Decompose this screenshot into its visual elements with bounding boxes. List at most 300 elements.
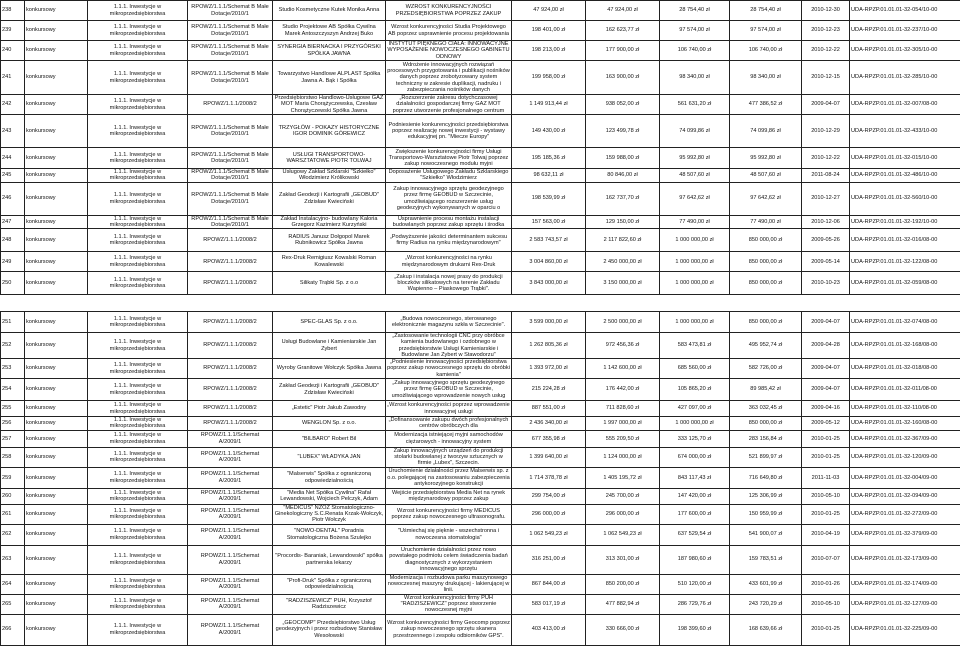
co-financing-total: 583 473,81 zł [660, 333, 730, 359]
project-title: Wzrost konkurencyjności firmy Geocomp poprzez zakup nowoczesnego sprzętu skanera przestrzennego i zespołu odbiorników GPS". [386, 614, 512, 645]
eligible-costs: 1 997 000,00 zł [586, 417, 660, 431]
co-financing-total: 427 097,00 zł [660, 401, 730, 417]
co-financing-total: 198 399,60 zł [660, 614, 730, 645]
selection-mode: konkursowy [25, 21, 88, 41]
project-title: Wzrost konkurencyjności Studia Projektowego AB poprzez usprawnienie procesu projektowania [386, 21, 512, 41]
table-row [1, 312, 960, 333]
signing-date: 2010-01-25 [802, 430, 850, 447]
table-row [1, 447, 960, 467]
project-title: Modernizacja istniejącej myjni samochodów ciężarowych - innowacyjny system [386, 430, 512, 447]
eligible-costs: 296 000,00 zł [586, 504, 660, 524]
total-value: 1 262 805,36 zł [512, 333, 586, 359]
total-value: 149 430,00 zł [512, 115, 586, 148]
table-row [1, 545, 960, 574]
call-number: RPOWZ/1.1.1/2008/2 [188, 333, 273, 359]
funding-table-page-2 [0, 311, 960, 646]
table-row [1, 148, 960, 169]
signing-date: 2009-04-07 [802, 95, 850, 115]
eligible-costs: 3 150 000,00 zł [586, 272, 660, 295]
co-financing-total: 674 000,00 zł [660, 447, 730, 467]
table-row [1, 614, 960, 645]
measure-name: 1.1.1. Inwestycje w mikroprzedsiębiorstwa [88, 467, 188, 488]
beneficiary-name: Studio Kosmetyczne Kutek Monika Anna [273, 1, 386, 21]
measure-name: 1.1.1. Inwestycje w mikroprzedsiębiorstwa [88, 169, 188, 183]
selection-mode: konkursowy [25, 41, 88, 61]
signing-date: 2010-12-22 [802, 41, 850, 61]
signing-date: 2010-01-26 [802, 574, 850, 594]
table-row [1, 488, 960, 504]
co-financing-eu: 98 340,00 zł [730, 61, 802, 95]
selection-mode: konkursowy [25, 252, 88, 272]
agreement-number: UDA-RPZP.01.01.01-32-011/08-00 [850, 379, 960, 401]
selection-mode: konkursowy [25, 182, 88, 215]
project-title: "Uśmiechaj się pięknie - wszechstronna i nowoczesna stomatologia" [386, 524, 512, 545]
co-financing-total: 1 000 000,00 zł [660, 417, 730, 431]
call-number: RPOWZ/1.1.1/2008/2 [188, 417, 273, 431]
beneficiary-name: RADIUS Janusz Dołgopol Marek Rubnikowicz Spółka Jawna [273, 229, 386, 252]
co-financing-eu: 850 000,00 zł [730, 252, 802, 272]
agreement-number: UDA-RPZP.01.01.01-32-007/08-00 [850, 95, 960, 115]
row-number: 252 [1, 333, 25, 359]
call-number: RPOWZ/1.1.1/2008/2 [188, 401, 273, 417]
total-value: 2 436 340,00 zł [512, 417, 586, 431]
co-financing-total: 187 980,60 zł [660, 545, 730, 574]
row-number: 263 [1, 545, 25, 574]
measure-name: 1.1.1. Inwestycje w mikroprzedsiębiorstwa [88, 430, 188, 447]
beneficiary-name: "Malserwis" Spółka z ograniczoną odpowiedzialnością [273, 467, 386, 488]
agreement-number: UDA-RPZP.01.01.01-32-018/08-00 [850, 359, 960, 379]
co-financing-eu: 283 156,84 zł [730, 430, 802, 447]
eligible-costs: 850 200,00 zł [586, 574, 660, 594]
co-financing-eu: 74 099,86 zł [730, 115, 802, 148]
selection-mode: konkursowy [25, 524, 88, 545]
row-number: 254 [1, 379, 25, 401]
call-number: RPOWZ/1.1.1/2008/2 [188, 379, 273, 401]
co-financing-eu: 850 000,00 zł [730, 229, 802, 252]
signing-date: 2009-04-28 [802, 333, 850, 359]
total-value: 215 224,28 zł [512, 379, 586, 401]
eligible-costs: 1 062 549,23 zł [586, 524, 660, 545]
call-number: RPOWZ/1.1.1/Schemat A/2009/1 [188, 504, 273, 524]
selection-mode: konkursowy [25, 614, 88, 645]
call-number: RPOWZ/1.1.1/2008/2 [188, 229, 273, 252]
co-financing-eu: 97 642,62 zł [730, 182, 802, 215]
agreement-number: UDA-RPZP.01.01.01-32-059/08-00 [850, 272, 960, 295]
call-number: RPOWZ/1.1.1/2008/2 [188, 95, 273, 115]
agreement-number: UDA-RPZP.01.01.01-32-272/09-00 [850, 504, 960, 524]
co-financing-eu: 77 490,00 zł [730, 215, 802, 229]
row-number: 249 [1, 252, 25, 272]
beneficiary-name: Zakład Geodezji i Kartografii „GEOBUD" Zdzisław Kwieciński [273, 379, 386, 401]
signing-date: 2011-11-03 [802, 467, 850, 488]
beneficiary-name: Zakład Geodezji i Kartografii „GEOBUD" Zdzisław Kwieciński [273, 182, 386, 215]
beneficiary-name: Silikaty Trąbki Sp. z o.o [273, 272, 386, 295]
co-financing-total: 1 000 000,00 zł [660, 229, 730, 252]
co-financing-eu: 433 601,99 zł [730, 574, 802, 594]
total-value: 198 539,99 zł [512, 182, 586, 215]
row-number: 241 [1, 61, 25, 95]
signing-date: 2011-08-24 [802, 169, 850, 183]
co-financing-total: 28 754,40 zł [660, 1, 730, 21]
agreement-number: UDA-RPZP.01.01.01-32-094/09-00 [850, 488, 960, 504]
co-financing-eu: 89 985,42 zł [730, 379, 802, 401]
project-title: „Wzrost konkurencyjności poprzez wprowadzenie innowacyjnej usługi [387, 402, 510, 415]
table-row [1, 229, 960, 252]
row-number: 238 [1, 1, 25, 21]
agreement-number: UDA-RPZP.01.01.01-32-486/10-00 [850, 169, 960, 183]
table-row [1, 333, 960, 359]
measure-name: 1.1.1. Inwestycje w mikroprzedsiębiorstwa [88, 115, 188, 148]
call-number: RPOWZ/1.1.1/2008/2 [188, 312, 273, 333]
table-row [1, 379, 960, 401]
selection-mode: konkursowy [25, 545, 88, 574]
total-value: 199 958,00 zł [512, 61, 586, 95]
signing-date: 2010-05-10 [802, 488, 850, 504]
row-number: 255 [1, 401, 25, 417]
total-value: 583 017,19 zł [512, 594, 586, 614]
agreement-number: UDA-RPZP.01.01.01-32-074/08-00 [850, 312, 960, 333]
eligible-costs: 162 737,70 zł [586, 182, 660, 215]
table-row [1, 95, 960, 115]
measure-name: 1.1.1. Inwestycje w mikroprzedsiębiorstwa [88, 359, 188, 379]
row-number: 246 [1, 182, 25, 215]
co-financing-eu: 125 306,99 zł [730, 488, 802, 504]
agreement-number: UDA-RPZP.01.01.01-32-379/09-00 [850, 524, 960, 545]
co-financing-eu: 106 740,00 zł [730, 41, 802, 61]
agreement-number: UDA-RPZP.01.01.01-32-174/09-00 [850, 574, 960, 594]
agreement-number: UDA-RPZP.01.01.01-32-015/10-00 [850, 148, 960, 169]
selection-mode: konkursowy [25, 574, 88, 594]
table-row [1, 524, 960, 545]
selection-mode: konkursowy [25, 61, 88, 95]
funding-table-page-1 [0, 0, 960, 295]
table-row [1, 430, 960, 447]
beneficiary-name: TRZYGŁÓW - POKAZY HISTORYCZNE IGOR DOMINIK GÓREWICZ [273, 115, 386, 148]
measure-name: 1.1.1. Inwestycje w mikroprzedsiębiorstwa [88, 504, 188, 524]
row-number: 262 [1, 524, 25, 545]
co-financing-eu: 28 754,40 zł [730, 1, 802, 21]
signing-date: 2010-10-23 [802, 272, 850, 295]
eligible-costs: 159 988,00 zł [586, 148, 660, 169]
eligible-costs: 330 666,00 zł [586, 614, 660, 645]
co-financing-total: 105 865,20 zł [660, 379, 730, 401]
beneficiary-name: Usługowy Zakład Szklarski "Szkiełko" Włodzimierz Królikowski [273, 169, 386, 183]
project-title: „Budowa nowoczesnego, sterowanego elektronicznie magazynu szkła w Szczecinie". [386, 312, 512, 333]
row-number: 247 [1, 215, 25, 229]
agreement-number: UDA-RPZP.01.01.01-32-110/08-00 [850, 401, 960, 417]
call-number: RPOWZ/1.1.1/Schemat A/2009/1 [188, 488, 273, 504]
beneficiary-name: "Procordis- Baraniak, Lewandowski" spółka partnerska lekarzy [273, 545, 386, 574]
co-financing-eu: 850 000,00 zł [730, 417, 802, 431]
beneficiary-name: „Estetic" Piotr Jakub Zawodny [273, 401, 386, 417]
selection-mode: konkursowy [25, 488, 88, 504]
co-financing-total: 98 340,00 zł [660, 61, 730, 95]
agreement-number: UDA-RPZP.01.01.01-32-122/08-00 [850, 252, 960, 272]
total-value: 1 714 378,78 zł [512, 467, 586, 488]
call-number: RPOWZ/1.1.1/Schemat A/2009/1 [188, 574, 273, 594]
project-title: „Wzrost konkurencyjności na rynku międzynarodowym drukarni Rex-Druk [386, 252, 512, 272]
total-value: 195 185,36 zł [512, 148, 586, 169]
co-financing-total: 48 507,60 zł [660, 169, 730, 183]
total-value: 1 062 549,23 zł [512, 524, 586, 545]
selection-mode: konkursowy [25, 359, 88, 379]
table-row [1, 61, 960, 95]
eligible-costs: 2 117 822,60 zł [586, 229, 660, 252]
agreement-number: UDA-RPZP.01.01.01-32-054/10-00 [850, 1, 960, 21]
project-title: „Zakup innowacyjnego sprzętu geodezyjnego przez firmę GEOBUD w Szczecinie, umożliwiającego wprowadzenie nowych usług [386, 379, 512, 401]
co-financing-total: 147 420,00 zł [660, 488, 730, 504]
call-number: RPOWZ/1.1.1/2008/2 [188, 272, 273, 295]
agreement-number: UDA-RPZP.01.01.01-32-285/10-00 [850, 61, 960, 95]
measure-name: 1.1.1. Inwestycje w mikroprzedsiębiorstwa [88, 447, 188, 467]
beneficiary-name: USŁUGI TRANSPORTOWO-WARSZTATOWE PIOTR TOLWAJ [273, 148, 386, 169]
total-value: 3 004 860,00 zł [512, 252, 586, 272]
co-financing-total: 1 000 000,00 zł [660, 312, 730, 333]
project-title: „Zakup i instalacja nowej prasy do produkcji bloczków silikatowych na terenie Zakładu Wapienno – Piaskowego Trąbki". [386, 272, 512, 295]
beneficiary-name: "Media Net Spółka Cywilna" Rafał Lewandowski, Wojciech Pelczyk, Adam [273, 488, 386, 504]
project-title: Podniesienie konkurencyjności przedsiębiorstwa poprzez realizację nowej inwestycji - wystawy edukacyjnej pn. "Miecze Europy" [386, 115, 512, 148]
project-title: Zakup innowacyjnych urządzeń do produkcji stolarki budowlanej z tworzyw sztucznych w firmie „Lubex", Szczecin. [386, 447, 512, 467]
measure-name: 1.1.1. Inwestycje w mikroprzedsiębiorstwa [88, 1, 188, 21]
measure-name: 1.1.1. Inwestycje w mikroprzedsiębiorstwa [88, 41, 188, 61]
eligible-costs: 711 828,60 zł [586, 401, 660, 417]
agreement-number: UDA-RPZP.01.01.01-32-160/08-00 [850, 417, 960, 431]
row-number: 259 [1, 467, 25, 488]
measure-name: 1.1.1. Inwestycje w mikroprzedsiębiorstwa [88, 333, 188, 359]
selection-mode: konkursowy [25, 333, 88, 359]
project-title: WZROST KONKURENCYJNOŚCI PRZEDSIĘBIORSTWA POPRZEZ ZAKUP [386, 1, 512, 21]
measure-name: 1.1.1. Inwestycje w mikroprzedsiębiorstwa [88, 252, 188, 272]
eligible-costs: 555 209,50 zł [586, 430, 660, 447]
measure-name: 1.1.1. Inwestycje w mikroprzedsiębiorstwa [88, 379, 188, 401]
row-number: 251 [1, 312, 25, 333]
beneficiary-name: "RADZISZEWICZ" PUH, Krzysztof Radziszewicz [273, 594, 386, 614]
agreement-number: UDA-RPZP.01.01.01-32-173/09-00 [850, 545, 960, 574]
co-financing-eu: 159 783,51 zł [730, 545, 802, 574]
selection-mode: konkursowy [25, 215, 88, 229]
row-number: 257 [1, 430, 25, 447]
project-title: Zwiększenie konkurencyjności firmy Usługi Transportowo-Warsztatowe Piotr Tolwaj poprzez zakup nowoczesnego modułu myjni [386, 148, 512, 169]
eligible-costs: 938 052,00 zł [586, 95, 660, 115]
co-financing-eu: 363 032,45 zł [730, 401, 802, 417]
co-financing-eu: 150 959,99 zł [730, 504, 802, 524]
co-financing-eu: 243 720,29 zł [730, 594, 802, 614]
beneficiary-name: „GEOCOMP" Przedsiębiorstwo Usług geodezyjnych i przez rozbudowę Stanisław Wesołowski [273, 614, 386, 645]
agreement-number: UDA-RPZP.01.01.01-32-004/09-00 [850, 467, 960, 488]
total-value: 98 632,11 zł [512, 169, 586, 183]
beneficiary-name: SPEC-GLAS Sp. z o.o. [273, 312, 386, 333]
total-value: 47 924,00 zł [512, 1, 586, 21]
signing-date: 2010-12-29 [802, 115, 850, 148]
table-row [1, 182, 960, 215]
row-number: 240 [1, 41, 25, 61]
co-financing-eu: 582 726,00 zł [730, 359, 802, 379]
co-financing-eu: 850 000,00 zł [730, 312, 802, 333]
measure-name: 1.1.1. Inwestycje w mikroprzedsiębiorstwa [88, 148, 188, 169]
beneficiary-name: "BILBARO" Robert Bil [273, 430, 386, 447]
co-financing-total: 510 120,00 zł [660, 574, 730, 594]
agreement-number: UDA-RPZP.01.01.01-32-305/10-00 [850, 41, 960, 61]
measure-name: 1.1.1. Inwestycje w mikroprzedsiębiorstwa [88, 182, 188, 215]
project-title: INSTYTUT PIĘKNEGO CIAŁA: INNOWACYJNE WYPOSAŻENIE NOWOCZESNEGO GABINETU ODNOWY [387, 41, 510, 60]
row-number: 250 [1, 272, 25, 295]
co-financing-eu: 168 639,66 zł [730, 614, 802, 645]
co-financing-total: 843 117,43 zł [660, 467, 730, 488]
selection-mode: konkursowy [25, 379, 88, 401]
eligible-costs: 313 301,00 zł [586, 545, 660, 574]
beneficiary-name: Wyroby Granitowe Wołczyk Spółka Jawna [273, 359, 386, 379]
row-number: 260 [1, 488, 25, 504]
row-number: 242 [1, 95, 25, 115]
agreement-number: UDA-RPZP.01.01.01-32-237/10-00 [850, 21, 960, 41]
project-title: „Podniesienie innowacyjności przedsiębiorstwa poprzez zakup nowoczesnego sprzętu do obróbki kamienia" [387, 359, 510, 378]
call-number: RPOWZ/1.1.1/Schemat A/2009/1 [188, 594, 273, 614]
call-number: RPOWZ/1.1.1/Schemat B Małe Dotacje/2010/1 [188, 215, 273, 229]
project-title: Zakup innowacyjnego sprzętu geodezyjnego przez firmę GEOBUD w Szczecinie, umożliwiającego rozszerzenie usług geodezyjnych wykonywanych w oparciu o [386, 182, 512, 215]
beneficiary-name: Przedsiębiorstwo Handlowo-Usługowe GAZ MOT Maria Chorążyczewska, Czesław Chorążyczewski Spółka Jawna [273, 95, 386, 115]
project-title: Usprawnienie procesu montażu instalacji budowlanych poprzez zakup sprzętu i środka [386, 215, 512, 229]
project-title: Uruchomienie działalności przez nowo powstałego podmiotu celem świadczenia badań diagnostycznych z wykorzystaniem innowacyjnego sprzętu [386, 545, 512, 574]
table-row [1, 21, 960, 41]
total-value: 198 213,00 zł [512, 41, 586, 61]
measure-name: 1.1.1. Inwestycje w mikroprzedsiębiorstwa [88, 614, 188, 645]
row-number: 264 [1, 574, 25, 594]
measure-name: 1.1.1. Inwestycje w mikroprzedsiębiorstwa [88, 95, 188, 115]
co-financing-eu: 495 952,74 zł [730, 333, 802, 359]
measure-name: 1.1.1. Inwestycje w mikroprzedsiębiorstwa [88, 229, 188, 252]
co-financing-total: 95 992,80 zł [660, 148, 730, 169]
measure-name: 1.1.1. Inwestycje w mikroprzedsiębiorstwa [88, 594, 188, 614]
signing-date: 2010-12-27 [802, 182, 850, 215]
eligible-costs: 1 142 600,00 zł [586, 359, 660, 379]
call-number: RPOWZ/1.1.1/Schemat B Małe Dotacje/2010/1 [188, 182, 273, 215]
total-value: 198 401,00 zł [512, 21, 586, 41]
beneficiary-name: Zakład Instalacyjno- budowlany Kaloria Grzegorz Kazimierz Kurzyński [273, 215, 386, 229]
total-value: 157 563,00 zł [512, 215, 586, 229]
signing-date: 2009-04-16 [802, 401, 850, 417]
row-number: 243 [1, 115, 25, 148]
agreement-number: UDA-RPZP.01.01.01-32-192/10-00 [850, 215, 960, 229]
table-row [1, 504, 960, 524]
call-number: RPOWZ/1.1.1/Schemat A/2009/1 [188, 467, 273, 488]
total-value: 3 843 000,00 zł [512, 272, 586, 295]
co-financing-eu: 541 900,07 zł [730, 524, 802, 545]
beneficiary-name: Usługi Budowlane i Kamieniarskie Jan Zybert [273, 333, 386, 359]
measure-name: 1.1.1. Inwestycje w mikroprzedsiębiorstwa [88, 488, 188, 504]
eligible-costs: 972 456,36 zł [586, 333, 660, 359]
eligible-costs: 176 442,00 zł [586, 379, 660, 401]
co-financing-eu: 95 992,80 zł [730, 148, 802, 169]
signing-date: 2010-05-10 [802, 594, 850, 614]
co-financing-total: 637 529,54 zł [660, 524, 730, 545]
co-financing-total: 685 560,00 zł [660, 359, 730, 379]
project-title: „Zastosowanie technologii CNC przy obróbce kamienia budowlanego i ozdobnego w przedsiębiorstwie Usługi Kamieniarskie i Budowlane Jan Zybert w Stawodorzu" [386, 333, 512, 359]
total-value: 677 355,98 zł [512, 430, 586, 447]
selection-mode: konkursowy [25, 169, 88, 183]
eligible-costs: 1 124 000,00 zł [586, 447, 660, 467]
table-row [1, 594, 960, 614]
selection-mode: konkursowy [25, 229, 88, 252]
selection-mode: konkursowy [25, 504, 88, 524]
co-financing-total: 286 729,76 zł [660, 594, 730, 614]
selection-mode: konkursowy [25, 272, 88, 295]
beneficiary-name: WENGLON Sp. z o.o. [273, 417, 386, 431]
total-value: 1 149 913,44 zł [512, 95, 586, 115]
table-row [1, 467, 960, 488]
row-number: 265 [1, 594, 25, 614]
total-value: 403 413,00 zł [512, 614, 586, 645]
total-value: 1 399 640,00 zł [512, 447, 586, 467]
co-financing-total: 333 125,70 zł [660, 430, 730, 447]
signing-date: 2009-05-12 [802, 417, 850, 431]
beneficiary-name: SYNERGIA BIERNACKA I PRZYGÓRSKI SPÓŁKA JAWNA [273, 41, 386, 61]
signing-date: 2010-04-19 [802, 524, 850, 545]
eligible-costs: 163 900,00 zł [586, 61, 660, 95]
beneficiary-name: "NOWO-DENTAL" Poradnia Stomatologiczna Bożena Szulejko [273, 524, 386, 545]
co-financing-total: 74 099,86 zł [660, 115, 730, 148]
project-title: „Podwyższenie jakości determinantem sukcesu firmy Radius na rynku międzynarodowym" [386, 229, 512, 252]
measure-name: 1.1.1. Inwestycje w mikroprzedsiębiorstwa [88, 61, 188, 95]
call-number: RPOWZ/1.1.1/Schemat A/2009/1 [188, 524, 273, 545]
total-value: 1 393 972,00 zł [512, 359, 586, 379]
agreement-number: UDA-RPZP.01.01.01-32-367/09-00 [850, 430, 960, 447]
signing-date: 2009-05-14 [802, 252, 850, 272]
beneficiary-name: Towarzystwo Handlowe ALPLAST Spółka Jawna A. Bąk i Spółka [273, 61, 386, 95]
signing-date: 2010-12-30 [802, 1, 850, 21]
project-title: Uruchomienie działalności przez Malserwis sp. z o.o. polegającej na zastosowaniu zabezpieczenia antykorozyjnego konstrukcji [387, 468, 510, 487]
selection-mode: konkursowy [25, 95, 88, 115]
row-number: 256 [1, 417, 25, 431]
table-row [1, 252, 960, 272]
table-row [1, 272, 960, 295]
measure-name: 1.1.1. Inwestycje w mikroprzedsiębiorstwa [88, 401, 188, 417]
agreement-number: UDA-RPZP.01.01.01-32-225/09-00 [850, 614, 960, 645]
call-number: RPOWZ/1.1.1/2008/2 [188, 359, 273, 379]
call-number: RPOWZ/1.1.1/Schemat B Małe Dotacje/2010/1 [188, 41, 273, 61]
signing-date: 2009-05-26 [802, 229, 850, 252]
co-financing-total: 1 000 000,00 zł [660, 272, 730, 295]
table-row [1, 1, 960, 21]
co-financing-total: 177 600,00 zł [660, 504, 730, 524]
signing-date: 2010-12-22 [802, 148, 850, 169]
co-financing-eu: 521 899,97 zł [730, 447, 802, 467]
selection-mode: konkursowy [25, 1, 88, 21]
signing-date: 2010-12-06 [802, 215, 850, 229]
beneficiary-name: Rex-Druk Remigiusz Kowalski Roman Kowalewski [273, 252, 386, 272]
row-number: 253 [1, 359, 25, 379]
page-break [0, 301, 960, 311]
table-row [1, 401, 960, 417]
co-financing-total: 561 631,20 zł [660, 95, 730, 115]
eligible-costs: 177 900,00 zł [586, 41, 660, 61]
total-value: 2 583 743,57 zł [512, 229, 586, 252]
eligible-costs: 47 924,00 zł [586, 1, 660, 21]
agreement-number: UDA-RPZP.01.01.01-32-168/08-00 [850, 333, 960, 359]
agreement-number: UDA-RPZP.01.01.01-32-016/08-00 [850, 229, 960, 252]
co-financing-eu: 97 574,00 zł [730, 21, 802, 41]
eligible-costs: 123 499,78 zł [586, 115, 660, 148]
call-number: RPOWZ/1.1.1/Schemat B Małe Dotacje/2010/1 [188, 21, 273, 41]
beneficiary-name: "LUBEX" WŁADYKA JAN [273, 447, 386, 467]
measure-name: 1.1.1. Inwestycje w mikroprzedsiębiorstwa [88, 545, 188, 574]
project-title: Doposażenie Usługowego Zakładu Szklarskiego "Szkiełko" Włodzimierz [386, 169, 512, 183]
co-financing-total: 77 490,00 zł [660, 215, 730, 229]
table-row [1, 41, 960, 61]
call-number: RPOWZ/1.1.1/Schemat A/2009/1 [188, 447, 273, 467]
signing-date: 2010-12-15 [802, 61, 850, 95]
measure-name: 1.1.1. Inwestycje w mikroprzedsiębiorstwa [88, 312, 188, 333]
agreement-number: UDA-RPZP.01.01.01-32-127/09-00 [850, 594, 960, 614]
